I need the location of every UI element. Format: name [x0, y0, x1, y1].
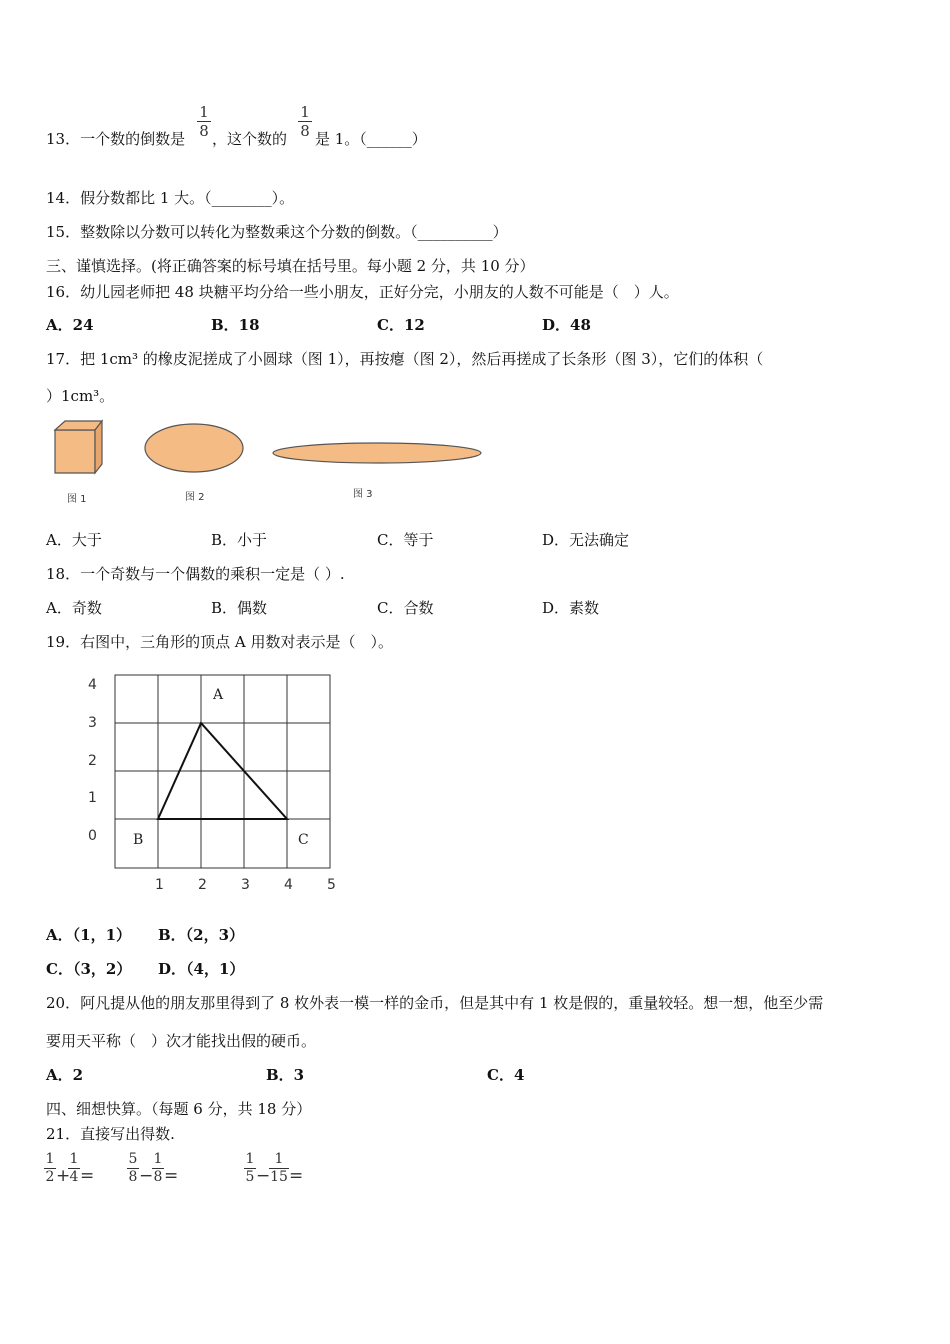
q18-text: 一个奇数与一个偶数的乘积一定是（ ）. — [80, 565, 345, 583]
fraction-numerator: 5 — [128, 1151, 138, 1167]
q13-text-1: 一个数的倒数是 — [80, 130, 186, 148]
q19-text: 右图中，三角形的顶点 A 用数对表示是（ ）。 — [80, 633, 393, 651]
expr3-equals: = — [289, 1166, 304, 1186]
figure-3-caption: 图 3 — [353, 489, 373, 500]
q17-figures — [40, 415, 500, 515]
expr1-fraction-b — [68, 1152, 80, 1185]
x-tick-label: 1 — [155, 877, 164, 893]
expr1-equals: = — [80, 1166, 95, 1186]
q13-fraction-1 — [197, 104, 211, 139]
expr2-equals: = — [164, 1166, 179, 1186]
q15-text: 整数除以分数可以转化为整数乘这个分数的倒数。（__________） — [80, 223, 508, 241]
y-tick-label: 2 — [88, 753, 97, 769]
expr2-fraction-b — [152, 1152, 164, 1185]
q19-option-c[interactable]: C．（3，2） — [46, 960, 132, 978]
q21-line — [46, 1123, 175, 1144]
fraction-numerator: 1 — [69, 1151, 79, 1167]
expr2-fraction-a — [127, 1152, 139, 1185]
q19-grid-figure — [70, 665, 350, 900]
q18-option-a[interactable]: A．奇数 — [46, 599, 102, 617]
fraction-numerator: 1 — [45, 1151, 55, 1167]
fraction-denominator: 8 — [300, 122, 310, 140]
y-tick-label: 4 — [88, 677, 97, 693]
q17-option-c[interactable]: C．等于 — [377, 531, 434, 549]
expr3-fraction-b — [269, 1152, 289, 1185]
q14-text: 假分数都比 1 大。（________）。 — [80, 189, 295, 207]
y-tick-label: 0 — [88, 828, 97, 844]
q16-text: 幼儿园老师把 48 块糖平均分给一些小朋友，正好分完，小朋友的人数不可能是（ ）人。 — [80, 283, 679, 301]
fraction-denominator: 8 — [199, 122, 209, 140]
q19-option-a[interactable]: A．（1，1） — [46, 926, 132, 944]
fraction-numerator: 1 — [300, 103, 310, 121]
q16-line — [46, 281, 679, 302]
q13-fraction-2 — [298, 104, 312, 139]
q18-option-d[interactable]: D．素数 — [542, 599, 600, 617]
fraction-numerator: 1 — [153, 1151, 163, 1167]
y-tick-label: 3 — [88, 715, 97, 731]
q19-line — [46, 631, 393, 652]
q19-option-b[interactable]: B．（2，3） — [158, 926, 245, 944]
x-tick-label: 2 — [198, 877, 207, 893]
fraction-denominator: 8 — [153, 1169, 163, 1185]
expr3-fraction-a — [244, 1152, 256, 1185]
x-tick-label: 5 — [327, 877, 336, 893]
q21-text: 直接写出得数. — [80, 1125, 175, 1143]
q16-option-c[interactable]: C．12 — [377, 316, 425, 334]
q17-line-1 — [46, 348, 763, 369]
q17-option-a[interactable]: A．大于 — [46, 531, 102, 549]
x-tick-label: 3 — [241, 877, 250, 893]
y-tick-label: 1 — [88, 790, 97, 806]
point-label-b: B — [133, 832, 144, 848]
q19-option-d[interactable]: D．（4，1） — [158, 960, 245, 978]
q17-text-1: 把 1cm³ 的橡皮泥搓成了小圆球（图 1），再按瘪（图 2），然后再搓成了长条形（图 3），它们的体积（ — [80, 350, 764, 368]
fraction-numerator: 1 — [199, 103, 209, 121]
point-label-a: A — [213, 687, 224, 703]
question-number: 20． — [46, 994, 81, 1012]
q20-option-c[interactable]: C．4 — [487, 1066, 525, 1084]
fraction-numerator: 1 — [245, 1151, 255, 1167]
figure-1-caption: 图 1 — [67, 494, 87, 505]
expr1-fraction-a — [44, 1152, 56, 1185]
section-4-title: 四、细想快算。（每题 6 分，共 18 分） — [46, 1100, 312, 1118]
x-tick-label: 4 — [284, 877, 293, 893]
expr3-operator: − — [256, 1166, 271, 1186]
question-number: 16． — [46, 283, 81, 301]
expr2-operator: − — [139, 1166, 154, 1186]
fraction-denominator: 15 — [270, 1169, 288, 1185]
q20-line-1 — [46, 992, 823, 1013]
q20-text-1: 阿凡提从他的朋友那里得到了 8 枚外表一模一样的金币，但是其中有 1 枚是假的，重量较轻。想一想，他至少需 — [80, 994, 824, 1012]
q16-option-a[interactable]: A．24 — [46, 316, 94, 334]
q16-option-b[interactable]: B．18 — [211, 316, 260, 334]
figure-2-caption: 图 2 — [185, 492, 205, 503]
q17-text-2: ）1cm³。 — [46, 387, 115, 405]
long-strip-figure — [273, 443, 481, 463]
fraction-denominator: 5 — [245, 1169, 255, 1185]
q17-option-b[interactable]: B．小于 — [211, 531, 268, 549]
point-label-c: C — [298, 832, 309, 848]
question-number: 14． — [46, 189, 81, 207]
expr1-operator: + — [56, 1166, 71, 1186]
fraction-denominator: 4 — [69, 1169, 79, 1185]
flattened-ball-figure — [145, 424, 243, 472]
question-number: 19． — [46, 633, 81, 651]
q18-option-b[interactable]: B．偶数 — [211, 599, 268, 617]
question-number: 17． — [46, 350, 81, 368]
fraction-denominator: 2 — [45, 1169, 55, 1185]
question-number: 13． — [46, 130, 81, 148]
q17-option-d[interactable]: D．无法确定 — [542, 531, 630, 549]
q13-text-3: 是 1。（______） — [315, 130, 427, 148]
section-3-title: 三、谨慎选择。(将正确答案的标号填在括号里。每小题 2 分，共 10 分） — [46, 257, 535, 275]
q14-line — [46, 187, 294, 208]
q20-text-2: 要用天平称（ ）次才能找出假的硬币。 — [46, 1032, 317, 1050]
q13-text-2: ，这个数的 — [212, 130, 288, 148]
fraction-denominator: 8 — [128, 1169, 138, 1185]
q16-option-d[interactable]: D．48 — [542, 316, 591, 334]
q20-option-a[interactable]: A．2 — [46, 1066, 84, 1084]
q18-option-c[interactable]: C．合数 — [377, 599, 434, 617]
fraction-numerator: 1 — [274, 1151, 284, 1167]
cube-figure — [55, 421, 102, 473]
question-number: 15． — [46, 223, 81, 241]
q15-line — [46, 221, 508, 242]
q20-option-b[interactable]: B．3 — [266, 1066, 305, 1084]
q13-line — [46, 128, 185, 149]
question-number: 21． — [46, 1125, 81, 1143]
question-number: 18． — [46, 565, 81, 583]
q18-line — [46, 563, 345, 584]
